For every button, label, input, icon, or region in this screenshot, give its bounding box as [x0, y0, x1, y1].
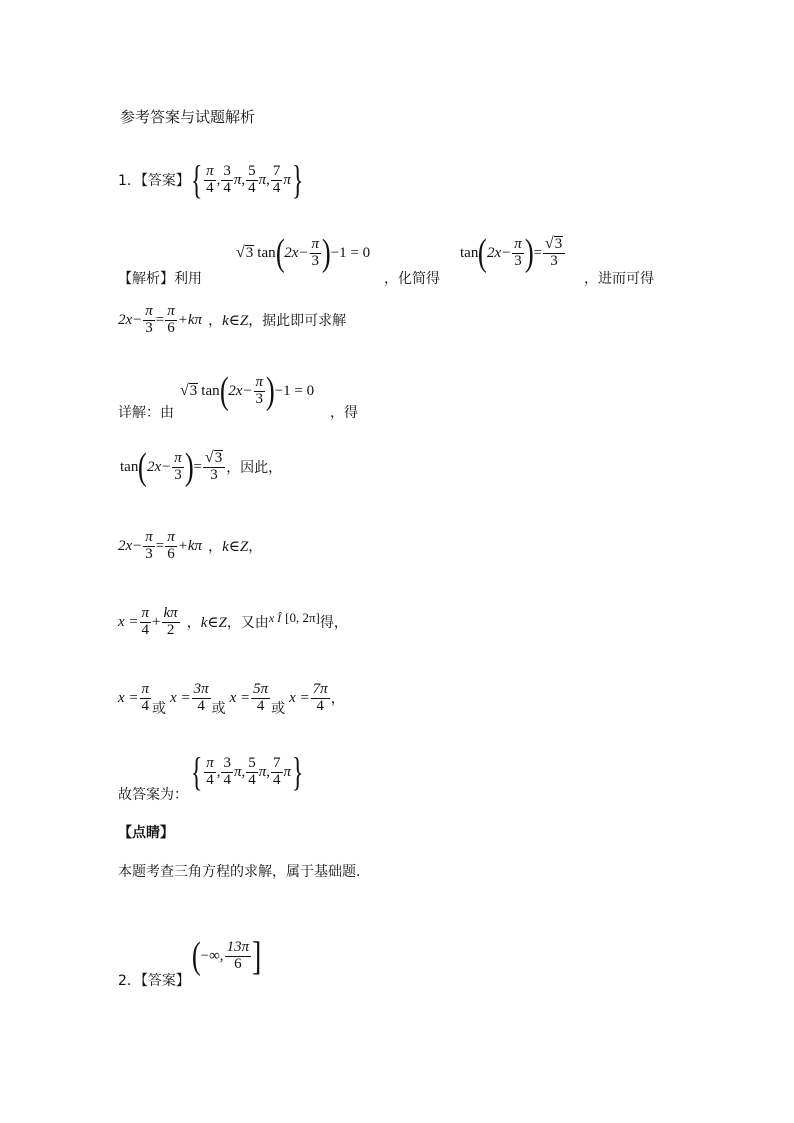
- q1-detail-label: 详解：由: [118, 405, 174, 421]
- q1-dianjing-label: 【点睛】: [118, 825, 174, 841]
- q1-final-set: { $\frac{\pi}{4}$ , $\frac{3}{4}$ π , $\frac{5}{4}$ π , $\frac{7}{4}$ π }: [190, 749, 304, 794]
- q1-dianjing-text: 本题考查三角方程的求解，属于基础题.: [118, 864, 361, 880]
- q1-final-label: 故答案为：: [118, 787, 188, 803]
- q1-tan-line: tan ( 2x− $\frac{\pi}{3}$ ) = √ 3 3 ，因此，: [120, 446, 283, 488]
- q1-answer-line: [118, 157, 304, 202]
- q1-simplify-text: ，化简得: [384, 271, 440, 287]
- q1-detail-tail: ，得: [330, 405, 358, 421]
- q1-eq3-repeat: 2x− $\frac{\pi}{3}$ = $\frac{\pi}{6}$ +kπ ， k∈Z ，: [118, 529, 263, 562]
- q2-answer-interval: ( −∞, $\frac{13\pi}{6}$ ]: [191, 933, 262, 978]
- q1-solutions-line: x = $\frac{\pi}{4}$ 或 x = $\frac{3\pi}{4}$ 或 x = $\frac{5\pi}{4}$ 或 x = $\frac{7\pi}{4}$ ，: [118, 681, 345, 718]
- q1-x-line: x = $\frac{\pi}{4}$ + $\frac{k\pi}{2}$ ， k∈Z ，又由 x Î [0, 2π] 得，: [118, 605, 348, 638]
- q1-answer-set: { $\frac{\pi}{4}$ , $\frac{3}{4}$ π , $\frac{5}{4}$ π , $\frac{7}{4}$ π }: [190, 157, 304, 202]
- q1-then-text: ，进而可得: [584, 271, 654, 287]
- q1-analysis-label: 【解析】利用: [118, 271, 202, 287]
- q1-answer-label: 1．【答案】: [118, 173, 190, 189]
- page-title: 参考答案与试题解析: [120, 108, 256, 126]
- q1-detail-eq: √ 3 tan ( 2x− $\frac{\pi}{3}$ ) −1 = 0: [180, 370, 315, 412]
- q1-eq1: √ 3 tan ( 2x− $\frac{\pi}{3}$ ) −1 = 0: [236, 232, 371, 274]
- q1-eq2: tan ( 2x− $\frac{\pi}{3}$ ) = √ 3 3: [460, 234, 566, 272]
- q1-eq3-line: 2x− $\frac{\pi}{3}$ = $\frac{\pi}{6}$ +kπ ， k∈Z ，据此即可求解: [118, 303, 347, 336]
- q2-answer-label: 2．【答案】: [118, 973, 190, 989]
